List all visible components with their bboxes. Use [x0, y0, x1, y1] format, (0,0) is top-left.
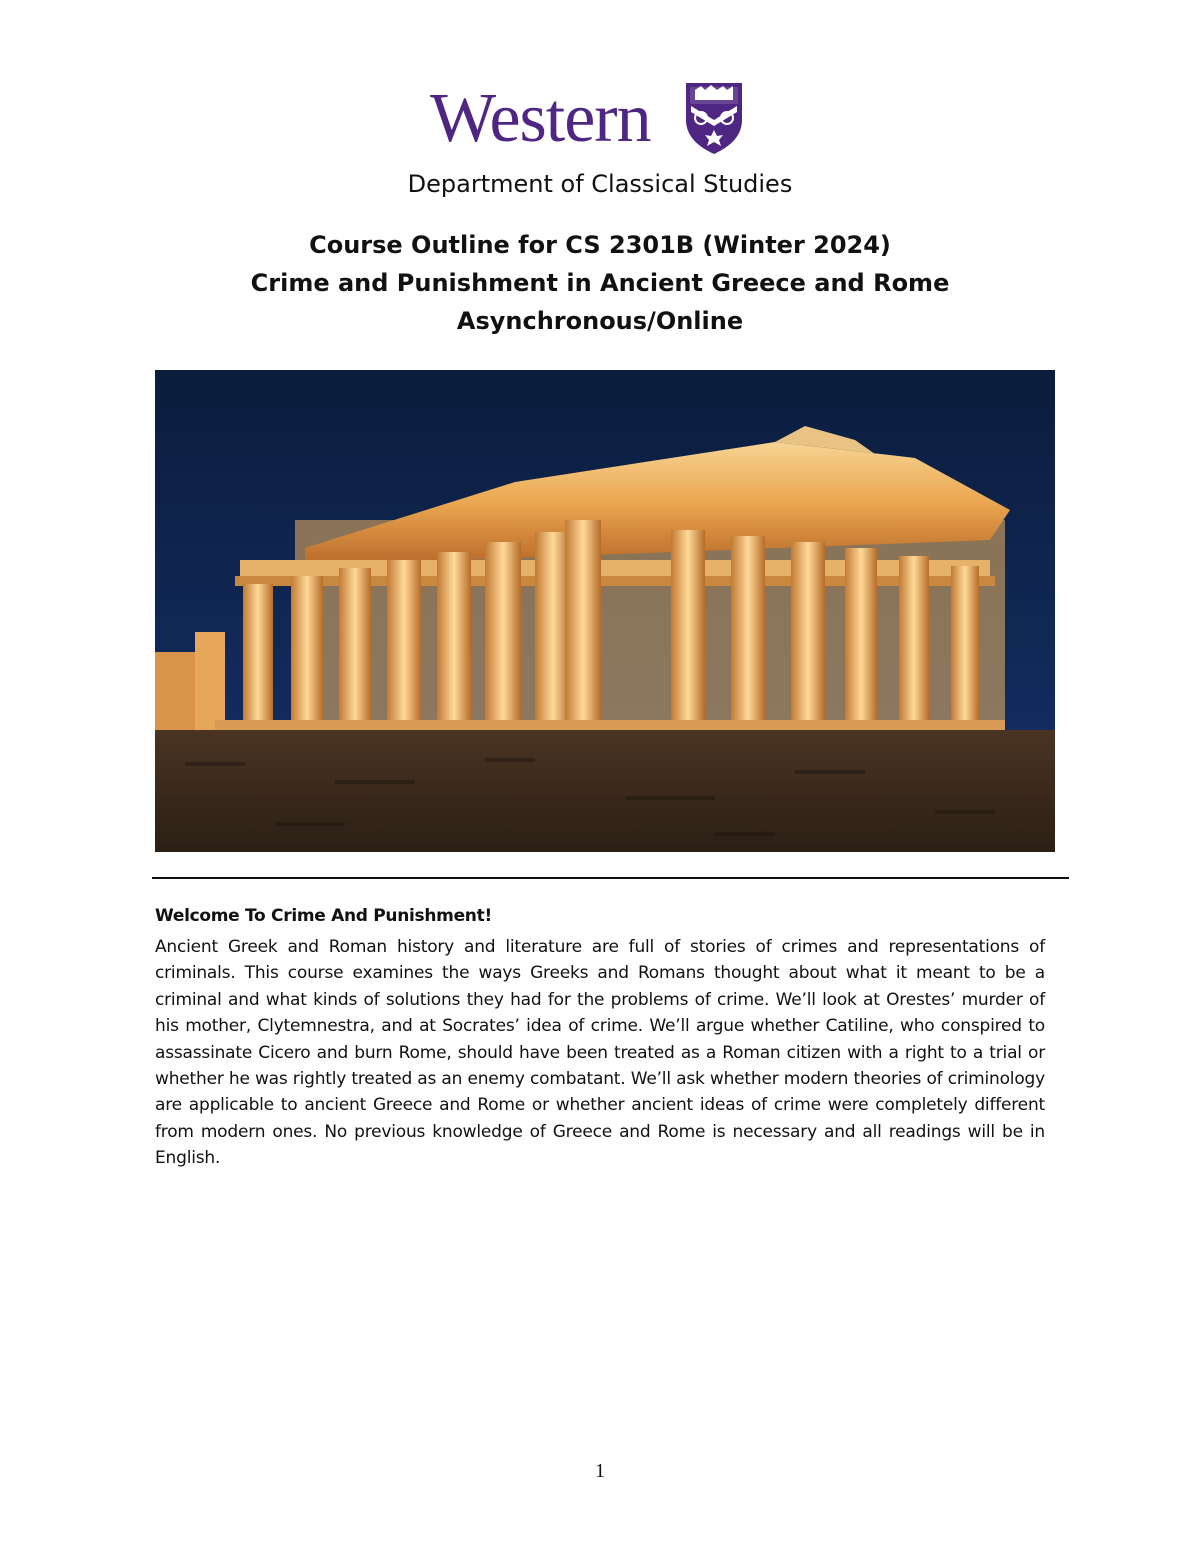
page-number: 1 [595, 1460, 605, 1482]
course-name-title: Crime and Punishment in Ancient Greece and Rome [250, 269, 950, 297]
course-title-block [0, 226, 1200, 340]
course-format-title: Asynchronous/Online [456, 307, 744, 335]
welcome-heading: Welcome To Crime And Punishment! [155, 906, 492, 926]
department-name: Department of Classical Studies [407, 170, 793, 198]
section-divider [152, 877, 1069, 879]
shield-crest-icon [683, 80, 745, 156]
welcome-paragraph: Ancient Greek and Roman history and literature are full of stories of crimes and representations of criminals. This course examines the ways Greeks and Romans thought about what it meant to be a criminal and what kinds of solutions they had for the problems of crime. We’ll look at Orestes’ murder of his mother, Clytemnestra, and at Socrates’ idea of crime. We’ll argue whether Catiline, who conspired to assassinate Cicero and burn Rome, should have been treated as a Roman citizen with a right to a trial or whether he was rightly treated as an enemy combatant. We’ll ask whether modern theories of criminology are applicable to ancient Greece and Rome or whether ancient ideas of crime were completely different from modern ones. No previous knowledge of Greece and Rome is necessary and all readings will be in English. [155, 937, 1045, 1169]
parthenon-photo [155, 370, 1055, 852]
course-code-title: Course Outline for CS 2301B (Winter 2024) [309, 231, 891, 259]
western-logo [430, 78, 750, 162]
logo-wordmark: Western [430, 80, 651, 157]
